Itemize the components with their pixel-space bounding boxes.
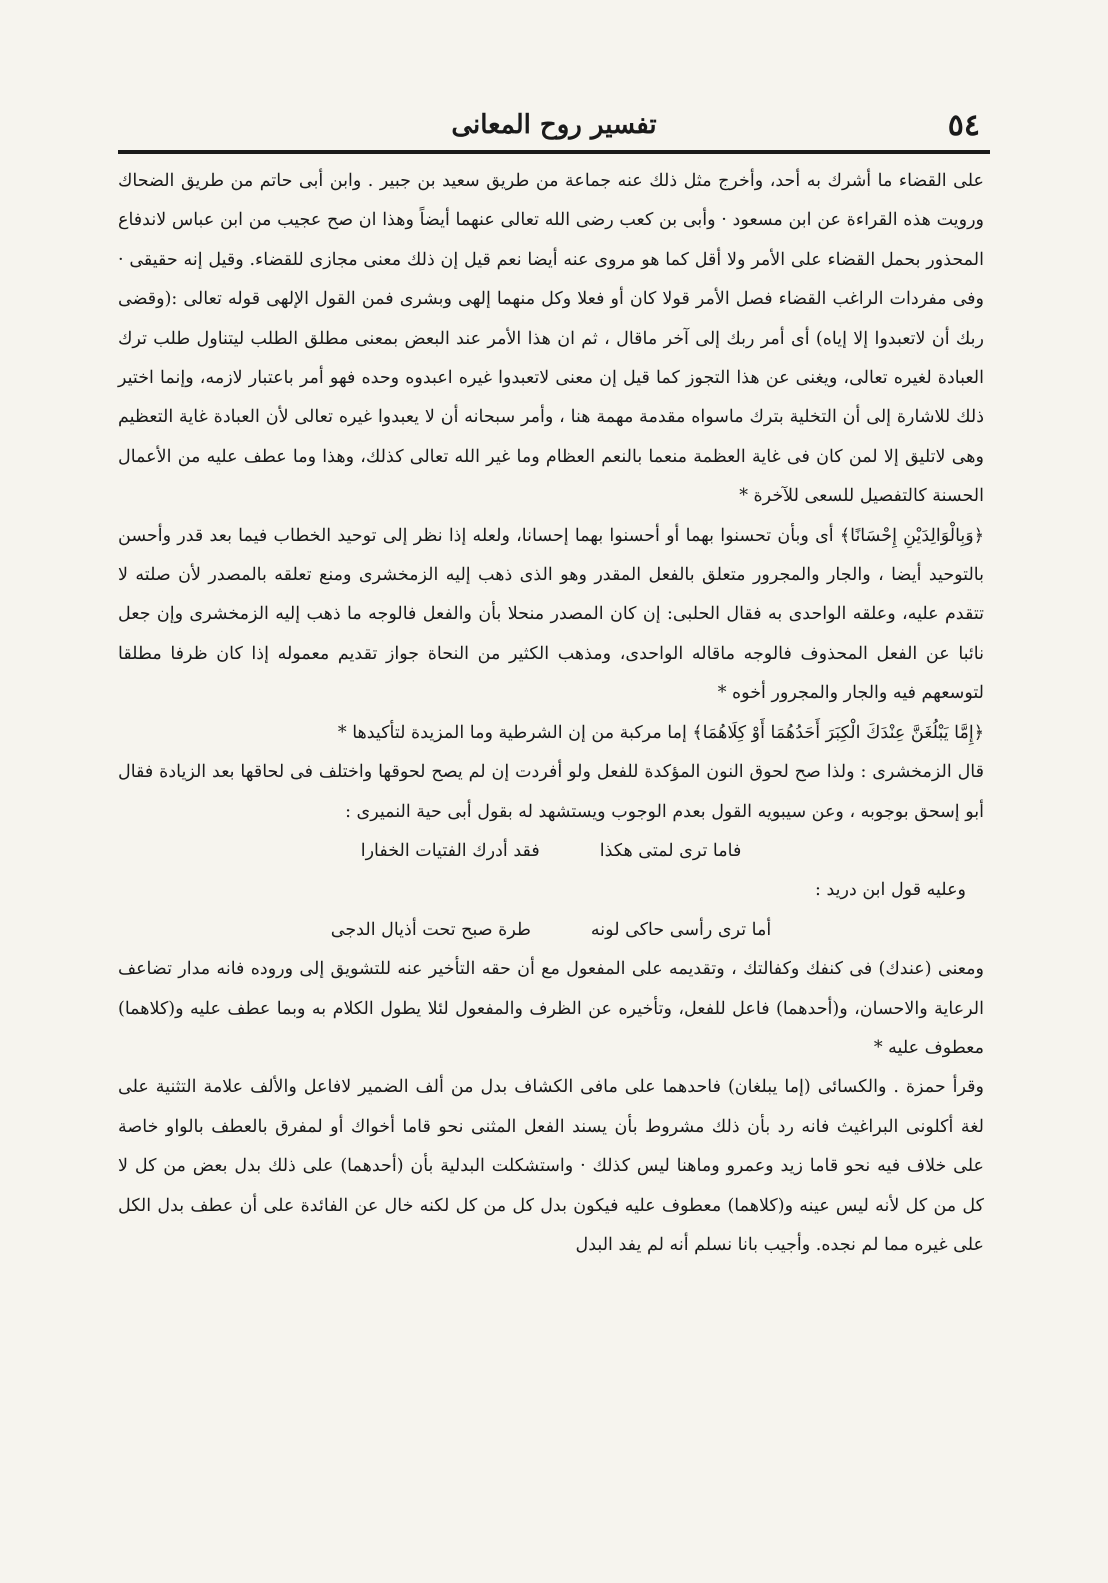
paragraph: على القضاء ما أشرك به أحد، وأخرج مثل ذلك عنه جماعة من طريق سعيد بن جبير . وابن أبى حاتم من طريق الضحاك ورويت هذه القراءة عن ابن مسعود · وأبى بن كعب رضى الله تعالى عنهما أيضاً وهذا ان صح عجيب من ابن عباس لاندفاع المحذور بحمل القضاء على الأمر ولا أقل كما هو مروى عنه أيضا نعم قيل إن ذلك معنى مجازى للقضاء. وقيل إنه حقيقى · وفى مفردات الراغب القضاء فصل الأمر قولا كان أو فعلا وكل منهما إلهى وبشرى فمن القول الإلهى قوله تعالى :(وقضى ربك أن لاتعبدوا إلا إياه) أى أمر ربك إلى آخر ماقال ، ثم ان هذا الأمر عند البعض بمعنى مطلق الطلب ليتناول طلب ترك العبادة لغيره تعالى، ويغنى عن هذا التجوز كما قيل إن معنى لاتعبدوا غيره اعبدوه وحده فهو أمر باعتبار لازمه، وإنما اختير ذلك للاشارة إلى أن التخلية بترك ماسواه مقدمة مهمة هنا ، وأمر سبحانه أن لا يعبدوا غيره تعالى لأن العبادة غاية التعظيم وهى لاتليق إلا لمن كان فى غاية العظمة منعما بالنعم العظام وما غير الله تعالى كذلك، وهذا وما عطف عليه من الأعمال الحسنة كالتفصيل للسعى للآخرة * xyxy=(118,171,984,507)
paragraph: ﴿وَبِالْوَالِدَيْنِ إِحْسَانًا﴾ أى وبأن تحسنوا بهما أو أحسنوا بهما إحسانا، ولعله إذا نظر إلى توحيد الخطاب فيما بعد قدر وأحسن بالتوحيد أيضا ، والجار والمجرور متعلق بالفعل المقدر وهو الذى ذهب إليه الزمخشرى ومنع تعلقه بالمصدر لأن صلته لا تتقدم عليه، وعلقه الواحدى به فقال الحلبى: إن كان المصدر منحلا بأن والفعل فالوجه ما ذهب إليه الزمخشرى وإن جعل نائبا عن الفعل المحذوف فالوجه ماقاله الواحدى، ومذهب الكثير من النحاة جواز تقديم معموله إذا كان ظرفا مطلقا لتوسعهم فيه والجار والمجرور أخوه * xyxy=(118,525,984,704)
paragraph: ﴿إِمَّا يَبْلُغَنَّ عِنْدَكَ الْكِبَرَ أَحَدُهُمَا أَوْ كِلَاهُمَا﴾ إما مركبة من إن الشرطية وما المزيدة لتأكيدها * xyxy=(337,722,984,743)
header-rule xyxy=(118,150,990,154)
poetry-verse xyxy=(118,832,984,871)
paragraph: وقرأ حمزة . والكسائى (إما يبلغان) فاحدهما على مافى الكشاف بدل من ألف الضمير لافاعل والألف علامة التثنية على لغة أكلونى البراغيث فانه رد بأن ذلك مشروط بأن يسند الفعل المثنى نحو قاما أخواك أو لمفرق بالعطف بالواو خاصة على خلاف فيه نحو قاما زيد وعمرو وماهنا ليس كذلك · واستشكلت البدلية بأن (أحدهما) على ذلك بدل بعض من كل لا كل من كل لأنه ليس عينه و(كلاهما) معطوف عليه فيكون بدل كل من كل لكنه خال عن الفائدة على أن عطف بدل الكل على غيره مما لم نجده. وأجيب بانا نسلم أنه لم يفد البدل xyxy=(118,1077,984,1255)
verse-hemistich-second: طرة صبح تحت أذيال الدجى xyxy=(330,919,531,940)
verse-intro: وعليه قول ابن دريد : xyxy=(815,880,966,901)
paragraph: قال الزمخشرى : ولذا صح لحوق النون المؤكدة للفعل ولو أفردت إن لم يصح لحوقها واختلف فى لحاقها بعد الزيادة فقال أبو إسحق بوجوبه ، وعن سيبويه القول بعدم الوجوب ويستشهد له بقول أبى حية النميرى : xyxy=(118,762,984,822)
verse-hemistich-first: فاما ترى لمتى هكذا xyxy=(599,840,742,861)
verse-hemistich-first: أما ترى رأسى حاكى لونه xyxy=(590,919,772,940)
poetry-verse xyxy=(118,911,984,950)
running-title: تفسير روح المعانى xyxy=(451,110,657,140)
paragraph: ومعنى (عندك) فى كنفك وكفالتك ، وتقديمه على المفعول مع أن حقه التأخير عنه للتشويق إلى وروده فانه مدار تضاعف الرعاية والاحسان، و(أحدهما) فاعل للفعل، وتأخيره عن الظرف والمفعول لئلا يطول الكلام به وبما عطف عليه و(كلاهما) معطوف عليه * xyxy=(118,959,984,1058)
page-number: ٥٤ xyxy=(947,108,980,143)
page-body xyxy=(118,162,984,1265)
verse-hemistich-second: فقد أدرك الفتيات الخفارا xyxy=(360,840,540,861)
page-header xyxy=(118,108,990,148)
